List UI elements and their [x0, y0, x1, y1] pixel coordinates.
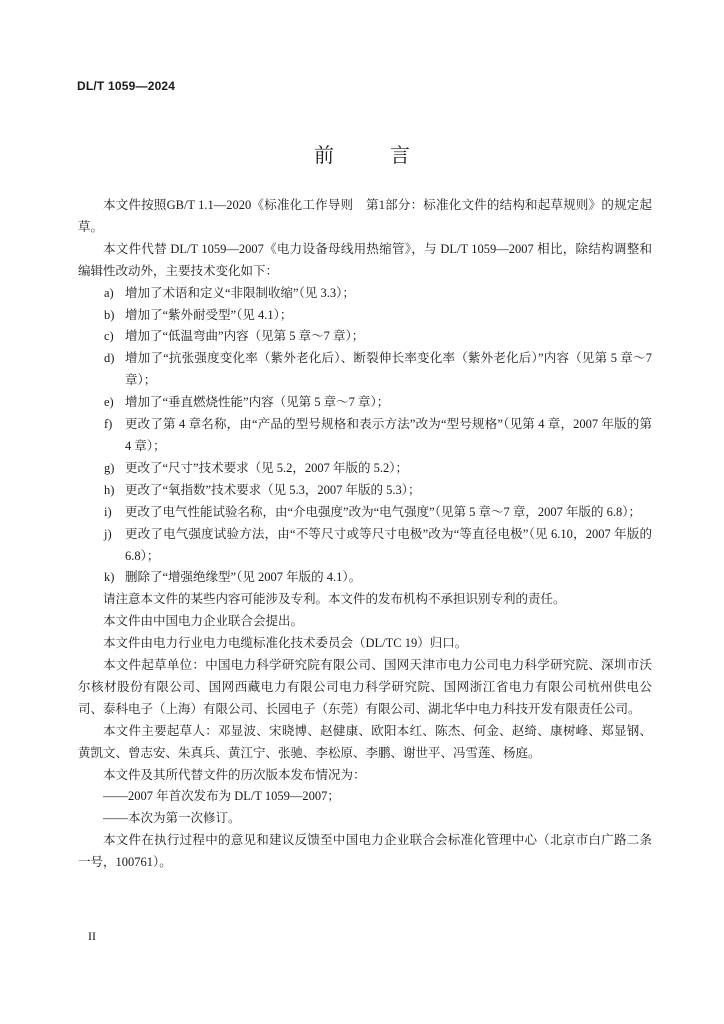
feedback-statement: 本文件在执行过程中的意见和建议反馈至中国电力企业联合会标准化管理中心（北京市白广路二条一号，100761）。: [78, 833, 652, 870]
list-item-label: g): [104, 460, 115, 475]
list-item: [78, 567, 652, 589]
page-number: II: [88, 929, 96, 943]
list-item-label: a): [104, 285, 114, 300]
list-item-text: 增加了“低温弯曲”内容（见第 5 章～7 章）；: [125, 329, 365, 344]
list-item-label: c): [104, 329, 114, 344]
list-item: [78, 480, 652, 502]
intro-paragraph-replacement: 本文件代替 DL/T 1059—2007《电力设备母线用热缩管》，与 DL/T 1059—2007 相比，除结构调整和编辑性改动外，主要技术变化如下：: [78, 241, 652, 278]
version-history-intro: 本文件及其所代替文件的历次版本发布情况为：: [103, 767, 366, 782]
list-item: [78, 502, 652, 524]
section-title: 前 言: [314, 143, 428, 167]
list-item: [78, 458, 652, 480]
list-item: [78, 524, 652, 568]
proposer-statement: 本文件由中国电力企业联合会提出。: [103, 614, 304, 629]
list-item-text: 更改了第 4 章名称，由“产品的型号规格和表示方法”改为“型号规格”（见第 4 章，2007 年版的第 4 章）；: [125, 417, 652, 453]
preface-body: [78, 195, 652, 874]
list-item-text: 更改了“氧指数”技术要求（见 5.3，2007 年版的 5.3）；: [125, 482, 421, 497]
list-item-text: 增加了“紫外耐受型”（见 4.1）；: [125, 307, 293, 322]
list-item-text: 删除了“增强绝缘型”（见 2007 年版的 4.1）。: [125, 570, 362, 585]
committee-statement: 本文件由电力行业电力电缆标准化技术委员会（DL/TC 19）归口。: [103, 636, 468, 651]
list-item: [78, 283, 652, 305]
list-item-label: k): [104, 570, 115, 585]
list-item-text: 增加了术语和定义“非限制收缩”（见 3.3）；: [125, 285, 355, 300]
list-item-label: d): [104, 351, 115, 366]
list-item-text: 增加了“抗张强度变化率（紫外老化后）、断裂伸长率变化率（紫外老化后）”内容（见第 5 章～7 章）；: [125, 351, 652, 388]
list-item-text: 更改了电气性能试验名称，由“介电强度”改为“电气强度”（见第 5 章～7 章，2007 年版的 6.8）；: [125, 504, 641, 519]
list-item: [78, 392, 652, 414]
list-item-text: 更改了“尺寸”技术要求（见 5.2，2007 年版的 5.2）；: [125, 460, 408, 475]
list-item: [78, 305, 652, 327]
list-item-text: 增加了“垂直燃烧性能”内容（见第 5 章～7 章）；: [125, 395, 390, 410]
drafting-organizations: 本文件起草单位：中国电力科学研究院有限公司、国网天津市电力公司电力科学研究院、深圳市沃尔核材股份有限公司、国网西藏电力有限公司电力科学研究院、国网浙江省电力有限公司杭州供电公司、泰科电子（上海）有限公司、长园电子（东莞）有限公司、湖北华中电力科技开发有限责任公司。: [78, 658, 652, 716]
list-item: [78, 348, 652, 392]
version-history-item: ——2007 年首次发布为 DL/T 1059—2007；: [103, 789, 340, 804]
list-item-label: f): [104, 417, 113, 432]
technical-changes-list: [78, 283, 652, 590]
list-item-label: b): [104, 307, 115, 322]
document-code-header: DL/T 1059—2024: [77, 79, 176, 93]
list-item: [78, 414, 652, 458]
list-item-label: e): [104, 395, 114, 410]
list-item-label: h): [104, 482, 115, 497]
list-item-label: j): [104, 526, 112, 541]
list-item-text: 更改了电气强度试验方法，由“不等尺寸或等尺寸电极”改为“等直径电极”（见 6.10，2007 年版的 6.8）；: [125, 526, 652, 563]
patent-notice: 请注意本文件的某些内容可能涉及专利。本文件的发布机构不承担识别专利的责任。: [103, 592, 566, 607]
drafting-persons: 本文件主要起草人：邓显波、宋晓博、赵健康、欧阳本红、陈杰、何金、赵绮、康树峰、郑显钢、黄凯文、曾志安、朱真兵、黄江宁、张驰、李松原、李鹏、谢世平、冯雪莲、杨庭。: [78, 723, 652, 760]
intro-paragraph-drafting: 本文件按照GB/T 1.1—2020《标准化工作导则 第1部分：标准化文件的结构和起草规则》的规定起草。: [78, 198, 652, 234]
list-item: [78, 326, 652, 348]
version-history-item: ——本次为第一次修订。: [103, 811, 241, 826]
list-item-label: i): [104, 504, 112, 519]
